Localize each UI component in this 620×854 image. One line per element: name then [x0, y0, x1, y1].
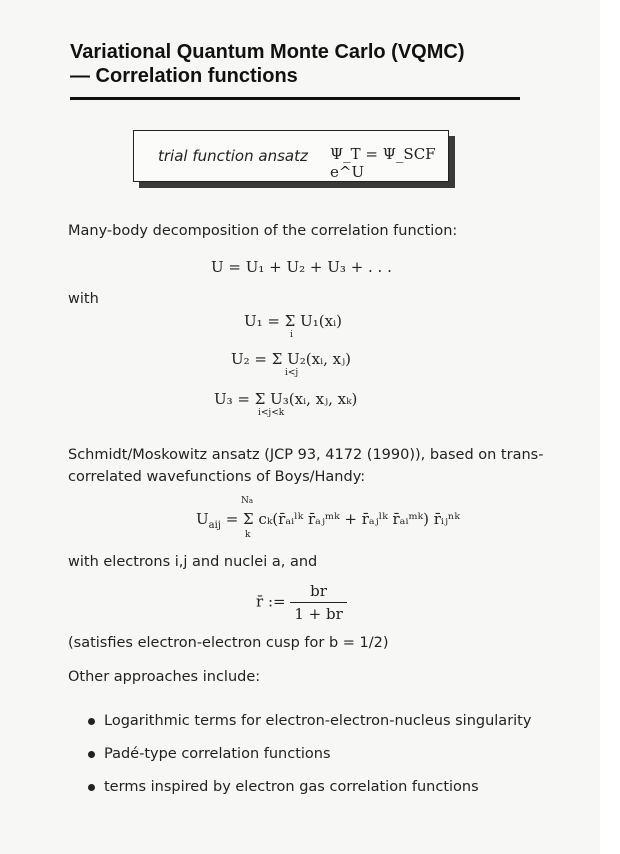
- uaij-lhs: U: [196, 510, 209, 528]
- list-item: [88, 710, 531, 743]
- rbar-fraction: [290, 582, 346, 623]
- uaij-upper-limit: [241, 496, 253, 506]
- intro-text: Many-body decomposition of the correlation function:: [68, 223, 458, 239]
- uaij-upper: N: [241, 496, 249, 506]
- bullet-icon: [88, 751, 95, 758]
- u1-equation: [244, 312, 342, 340]
- uaij-lower-limit: k: [245, 530, 251, 540]
- u1-sum-limit: i: [290, 330, 293, 340]
- rbar-denominator: 1 + br: [294, 605, 343, 623]
- page-title: [70, 40, 464, 88]
- list-item: [88, 776, 531, 809]
- approaches-list: [88, 710, 531, 809]
- other-approaches-text: Other approaches include:: [68, 669, 261, 685]
- list-item-text: Logarithmic terms for electron-electron-nucleus singularity: [104, 713, 532, 729]
- bullet-icon: [88, 784, 95, 791]
- uaij-upper-sub: a: [248, 497, 254, 505]
- trial-function-box: [133, 130, 449, 182]
- title-line-1: Variational Quantum Monte Carlo (VQMC): [70, 41, 465, 63]
- u1-formula: U₁ = Σ U₁(xᵢ): [244, 312, 342, 330]
- schmidt-line-2: correlated wavefunctions of Boys/Handy:: [68, 469, 366, 485]
- u3-sum-limit: i<j<k: [258, 408, 285, 418]
- schmidt-text: [68, 444, 543, 488]
- rbar-numerator: br: [290, 582, 346, 603]
- title-line-2: — Correlation functions: [70, 65, 298, 87]
- uaij-rhs: cₖ(r̄ₐᵢˡᵏ r̄ₐⱼᵐᵏ + r̄ₐⱼˡᵏ r̄ₐᵢᵐᵏ) r̄ᵢⱼⁿᵏ: [258, 510, 460, 528]
- list-item-text: Padé-type correlation functions: [104, 746, 331, 762]
- bullet-icon: [88, 718, 95, 725]
- cusp-text: (satisfies electron-electron cusp for b = 1/2): [68, 635, 389, 651]
- electrons-text: with electrons i,j and nuclei a, and: [68, 554, 318, 570]
- u2-sum-limit: i<j: [285, 368, 299, 378]
- list-item-text: terms inspired by electron gas correlation functions: [104, 779, 479, 795]
- decomposition-equation: U = U₁ + U₂ + U₃ + . . .: [211, 258, 392, 276]
- trial-function-label: trial function ansatz: [158, 147, 308, 165]
- u2-formula: U₂ = Σ U₂(xᵢ, xⱼ): [231, 350, 351, 368]
- title-rule: [70, 97, 520, 100]
- u3-equation: [214, 390, 358, 418]
- rbar-lhs: r̄ :=: [256, 592, 286, 611]
- u2-equation: [231, 350, 351, 378]
- schmidt-line-1: Schmidt/Moskowitz ansatz (JCP 93, 4172 (1990)), based on trans-: [68, 447, 544, 463]
- uaij-lhs-sub: aij: [208, 520, 221, 531]
- u3-formula: U₃ = Σ U₃(xᵢ, xⱼ, xₖ): [214, 390, 358, 408]
- trial-function-formula: Ψ_T = Ψ_SCF e^U: [330, 145, 436, 181]
- with-text: with: [68, 291, 99, 307]
- uaij-equation: $U_{aij} = \Sigma$ cₖ(r̄ₐᵢˡᵏ r̄ₐⱼᵐᵏ + r̄ₐⱼˡᵏ r̄ₐᵢᵐᵏ) r̄ᵢⱼⁿᵏ Na k: [196, 496, 460, 540]
- rbar-equation: [256, 582, 347, 623]
- list-item: [88, 743, 531, 776]
